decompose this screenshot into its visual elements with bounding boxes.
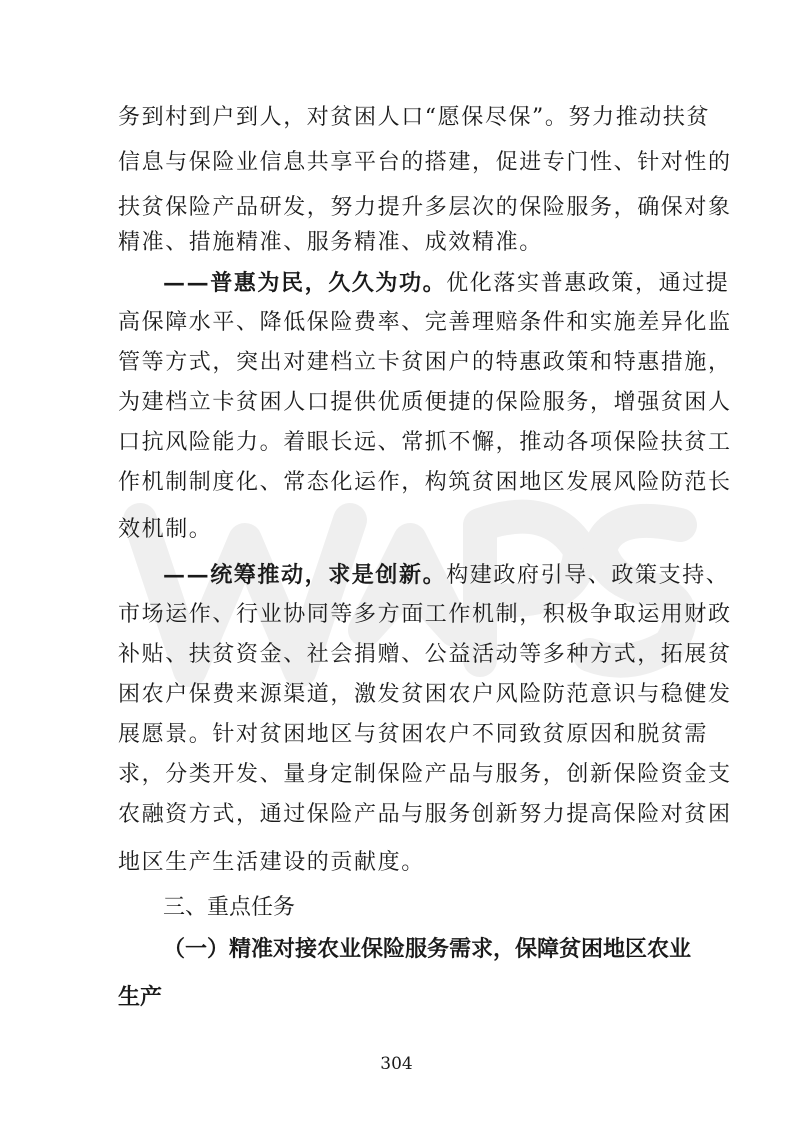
subsection-heading-line: （一）精准对接农业保险服务需求，保障贫困地区农业 xyxy=(163,937,692,962)
paragraph-lead: ——统筹推动，求是创新。 xyxy=(163,562,447,588)
paragraph-line: 精准、措施精准、服务精准、成效精准。 xyxy=(118,230,543,255)
paragraph-line: 信息与保险业信息共享平台的搭建，促进专门性、针对性的 xyxy=(118,150,732,175)
paragraph-first-line xyxy=(163,560,730,591)
paragraph-line: 地区生产生活建设的贡献度。 xyxy=(118,850,425,875)
paragraph-line: 管等方式，突出对建档立卡贫困户的特惠政策和特惠措施， xyxy=(118,350,732,375)
paragraph-line-rest: 优化落实普惠政策，通过提 xyxy=(446,271,730,296)
paragraph-line: 为建档立卡贫困人口提供优质便捷的保险服务，增强贫困人 xyxy=(118,390,732,415)
paragraph-line: 高保障水平、降低保险费率、完善理赔条件和实施差异化监 xyxy=(118,310,732,335)
paragraph-lead: ——普惠为民，久久为功。 xyxy=(163,270,447,296)
paragraph-line: 补贴、扶贫资金、社会捐赠、公益活动等多种方式，拓展贫 xyxy=(118,642,732,667)
paragraph-line: 农融资方式，通过保险产品与服务创新努力提高保险对贫困 xyxy=(118,802,732,827)
paragraph-line-rest: 构建政府引导、政策支持、 xyxy=(446,563,730,588)
section-heading: 三、重点任务 xyxy=(163,895,296,920)
paragraph-line: 市场运作、行业协同等多方面工作机制，积极争取运用财政 xyxy=(118,602,732,627)
paragraph-line: 效机制。 xyxy=(118,517,213,542)
paragraph-line: 求，分类开发、量身定制保险产品与服务，创新保险资金支 xyxy=(118,762,732,787)
paragraph-line: 展愿景。针对贫困地区与贫困农户不同致贫原因和脱贫需 xyxy=(118,722,709,747)
paragraph-line: 作机制制度化、常态化运作，构筑贫困地区发展风险防范长 xyxy=(118,470,732,495)
paragraph-line: 务到村到户到人，对贫困人口“愿保尽保”。努力推动扶贫 xyxy=(118,105,711,130)
paragraph-line: 困农户保费来源渠道，激发贫困农户风险防范意识与稳健发 xyxy=(118,682,732,707)
subsection-heading-line: 生产 xyxy=(118,985,163,1010)
paragraph-line: 扶贫保险产品研发，努力提升多层次的保险服务，确保对象 xyxy=(118,195,732,220)
paragraph-line: 口抗风险能力。着眼长远、常抓不懈，推动各项保险扶贫工 xyxy=(118,430,732,455)
page-number: 304 xyxy=(380,1054,413,1074)
paragraph-first-line xyxy=(163,268,730,299)
